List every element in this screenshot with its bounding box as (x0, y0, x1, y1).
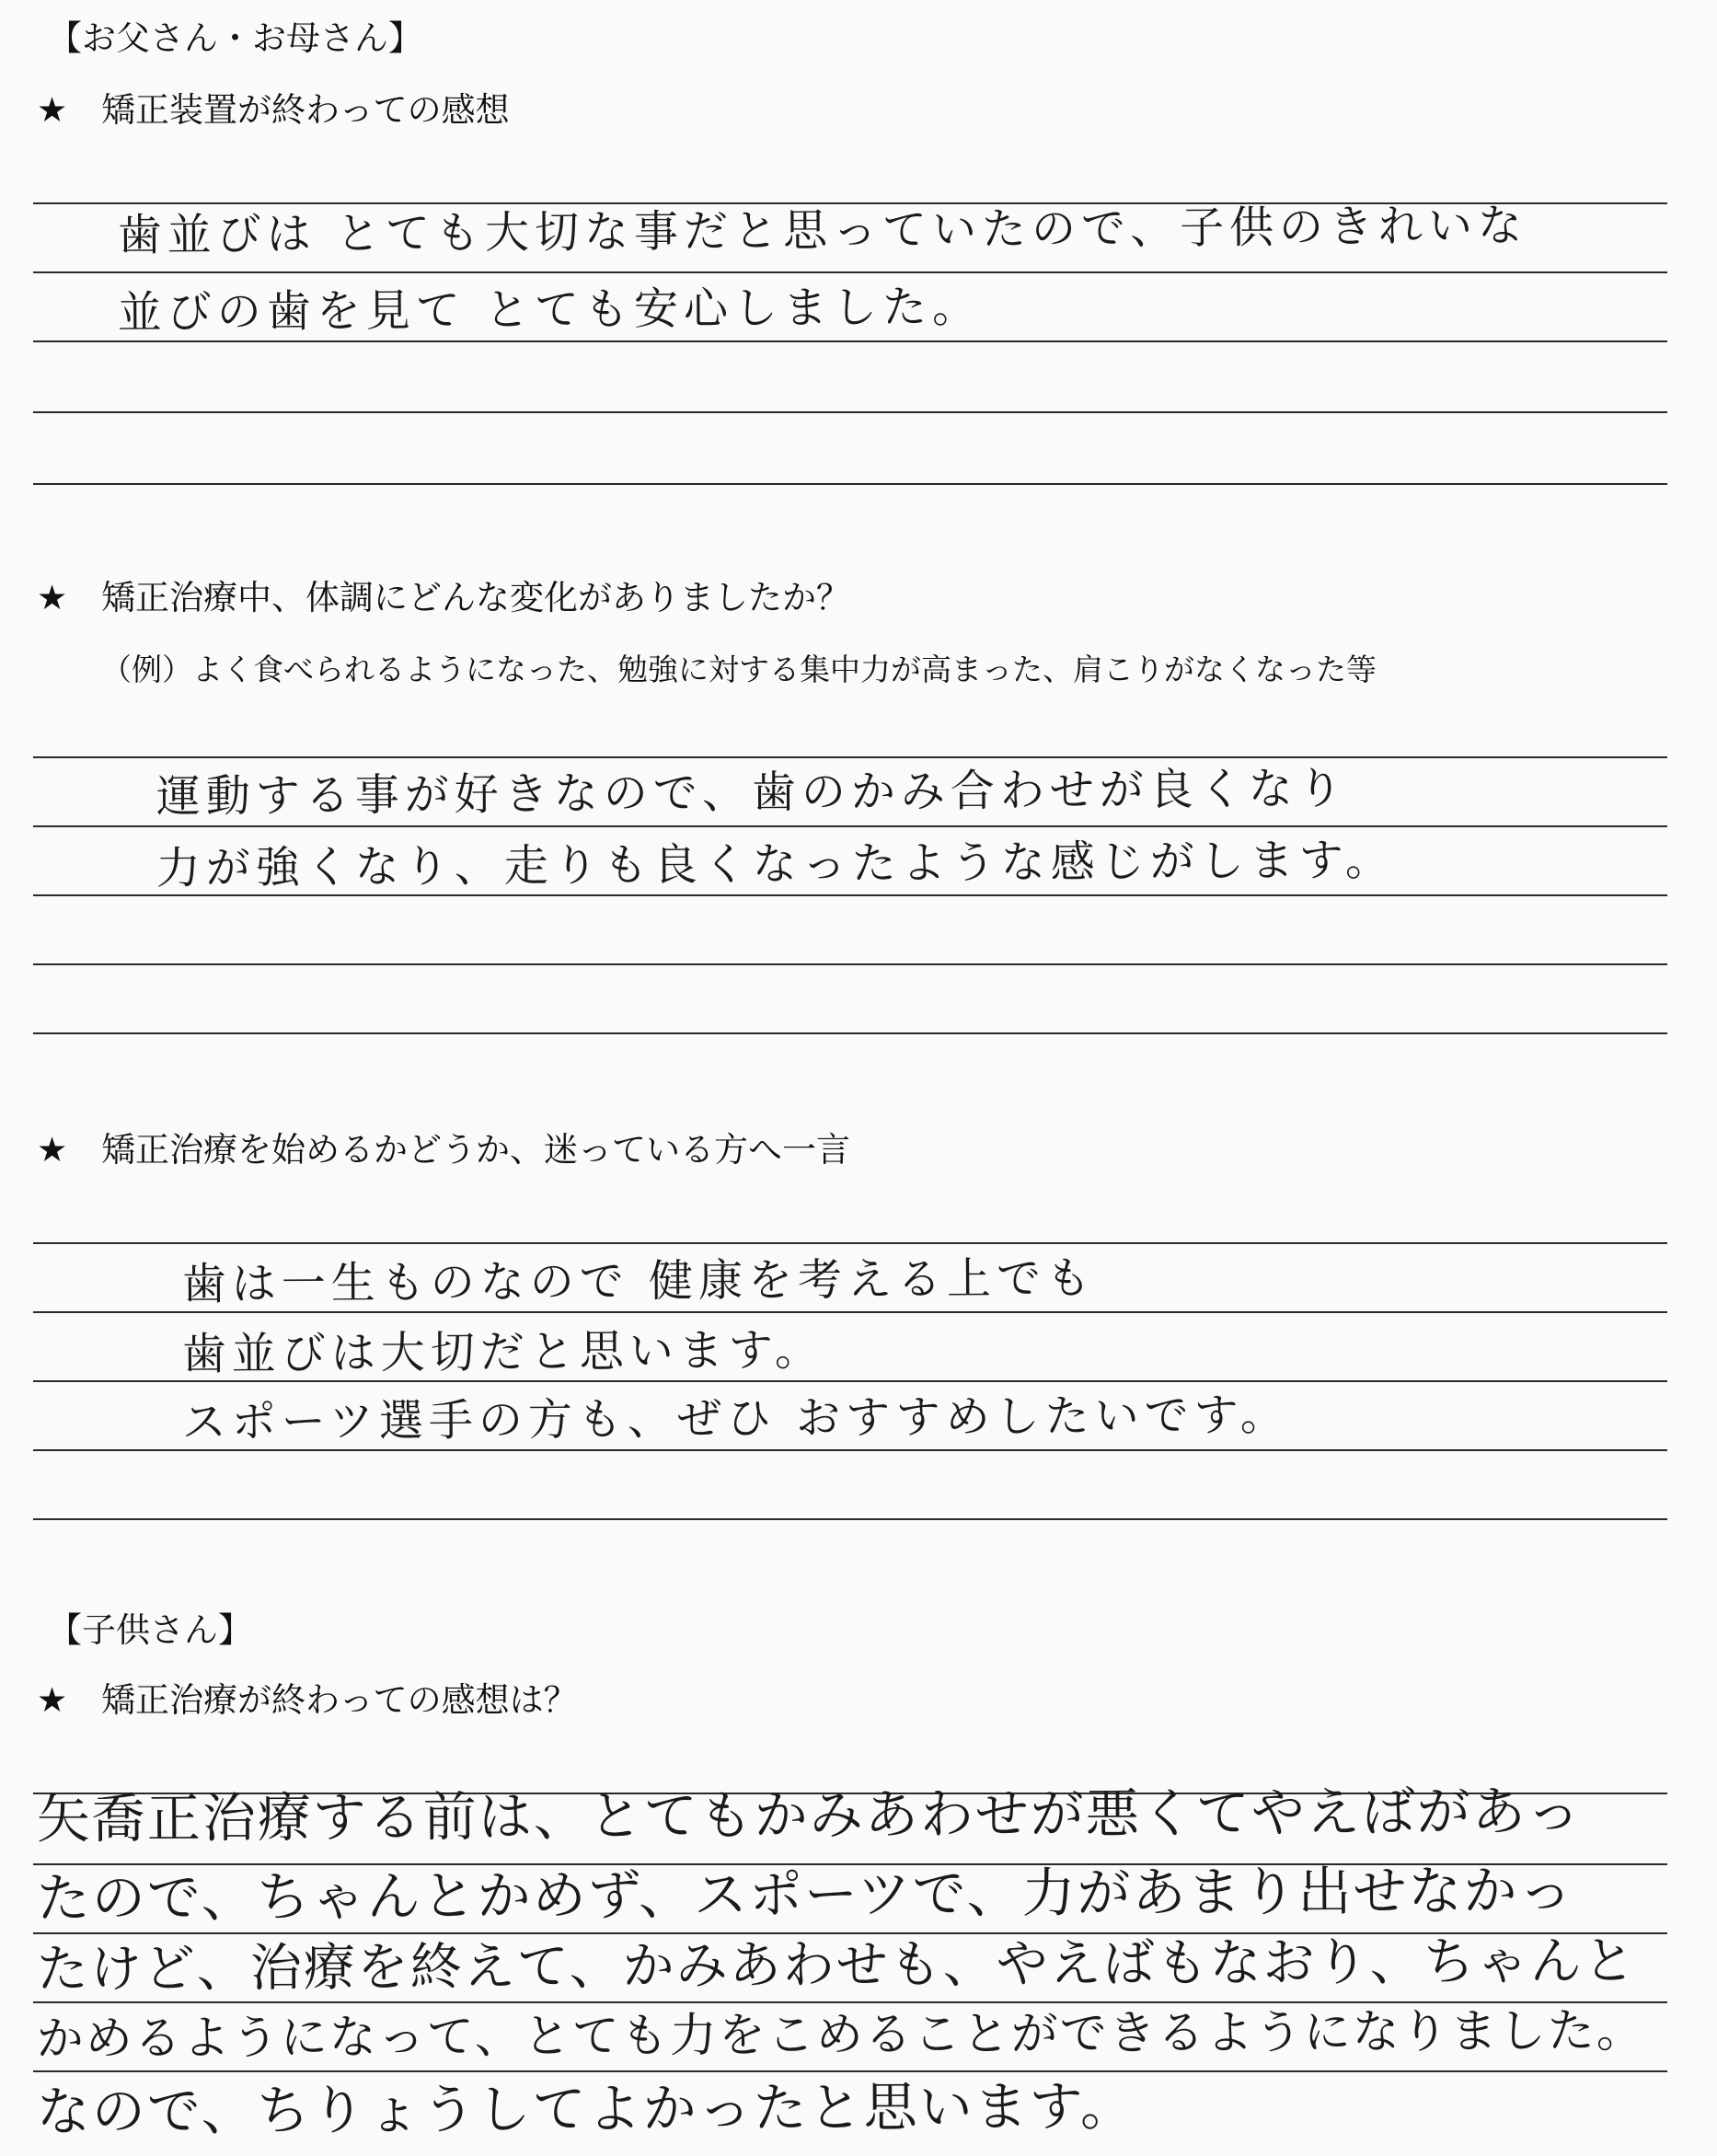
answer-line (33, 1380, 1667, 1382)
answer-line (33, 340, 1667, 342)
star-icon: ★ (37, 578, 68, 617)
answer-line (33, 1242, 1667, 1244)
child-question-1-text: 矯正治療が終わっての感想は？ (101, 1680, 578, 1720)
question-1-text: 矯正装置が終わっての感想 (101, 90, 510, 130)
star-icon: ★ (37, 1680, 68, 1720)
answer-1-line-2: 並びの歯を見て とても安心しました。 (117, 281, 983, 339)
answer-line (33, 2070, 1667, 2072)
child-section-header: 【子供さん】 (48, 1610, 252, 1650)
answer-3-line-1: 歯は一生ものなので 健康を考える上でも (181, 1252, 1097, 1310)
child-answer-line-3: たけど、治療を終えて、かみあわせも、やえばもなおり、ちゃんと (36, 1931, 1637, 2000)
star-icon: ★ (37, 1130, 68, 1170)
child-answer-line-5: なので、ちりょうしてよかったと思います。 (36, 2074, 1136, 2143)
answer-line (33, 894, 1667, 896)
answer-3-line-2: 歯並びは大切だと思います。 (181, 1324, 825, 1380)
question-2 (37, 578, 850, 618)
answer-line (33, 1032, 1667, 1034)
answer-line (33, 825, 1667, 827)
child-answer-line-4: かめるようになって、とても力をこめることができるようになりました。 (36, 2003, 1645, 2067)
child-question-1 (37, 1680, 578, 1721)
answer-1-line-1: 歯並びは とても大切な事だと思っていたので、子供のきれいな (117, 200, 1528, 261)
answer-line (33, 756, 1667, 758)
answer-2-line-2: 力が強くなり、走りも良くなったような感じがします。 (156, 834, 1396, 894)
answer-line (33, 411, 1667, 413)
answer-line (33, 963, 1667, 965)
question-3-text: 矯正治療を始めるかどうか、迷っている方へ一言 (101, 1130, 850, 1170)
answer-line (33, 483, 1667, 485)
question-2-text: 矯正治療中、体調にどんな変化がありましたか？ (101, 578, 850, 617)
child-answer-line-2: たので、ちゃんとかめず、スポーツで、力があまり出せなかっ (36, 1859, 1574, 1930)
question-3 (37, 1130, 850, 1170)
answer-line (33, 1449, 1667, 1451)
question-1 (37, 90, 510, 131)
child-answer-line-1: 矢喬正治療する前は、とてもかみあわせが悪くてやえばがあっ (36, 1780, 1583, 1850)
answer-line (33, 271, 1667, 273)
answer-2-line-1: 運動する事が好きなので、歯のかみ合わせが良くなり (156, 762, 1349, 823)
parent-section-header: 【お父さん・お母さん】 (48, 18, 422, 58)
answer-line (33, 1518, 1667, 1520)
answer-line (33, 1311, 1667, 1313)
answer-3-line-3: スポーツ選手の方も、ぜひ おすすめしたいです。 (181, 1389, 1290, 1448)
question-2-example: （例）よく食べられるようになった、勉強に対する集中力が高まった、肩こりがなくなった等 (101, 651, 1377, 687)
star-icon: ★ (37, 90, 68, 130)
